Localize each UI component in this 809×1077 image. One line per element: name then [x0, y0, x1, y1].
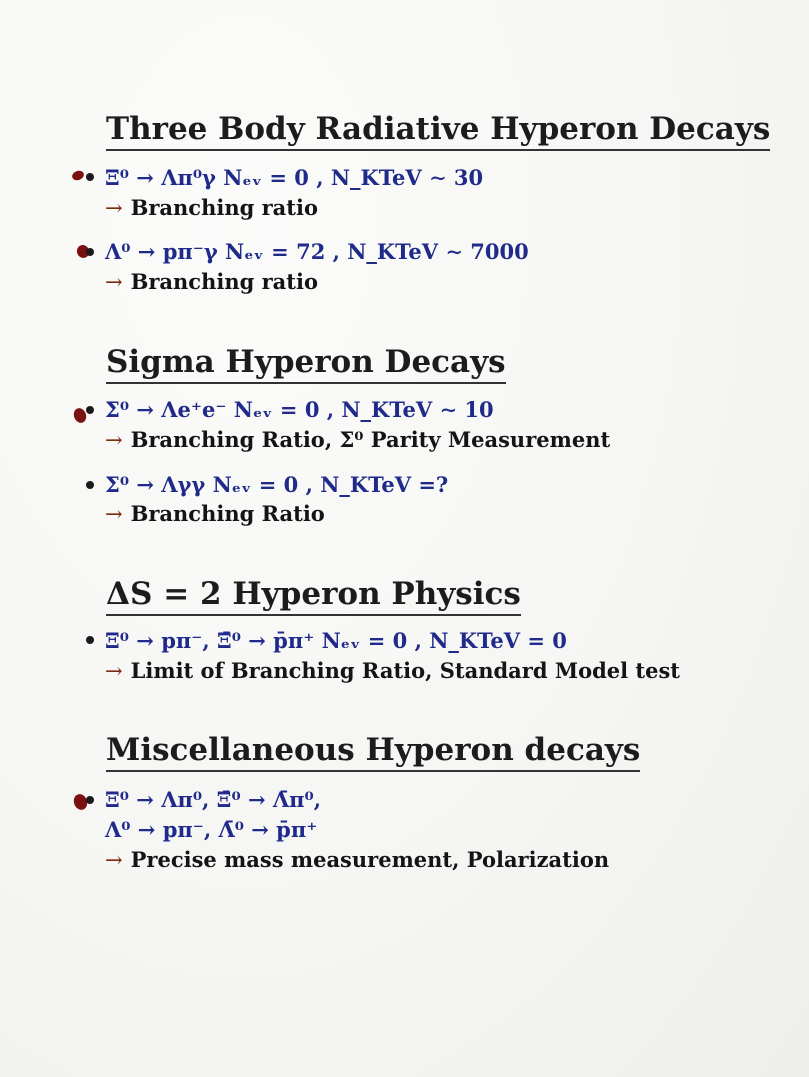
- decay-formula: Σ⁰ → Λe⁺e⁻ Nₑᵥ = 0 , N_KTeV ∼ 10: [105, 397, 494, 422]
- arrow-icon: →: [105, 428, 123, 452]
- decay-formula: Σ⁰ → Λγγ Nₑᵥ = 0 , N_KTeV =?: [105, 472, 449, 497]
- bullet-icon: [86, 636, 94, 644]
- decay-result: [105, 195, 318, 221]
- section-heading: Three Body Radiative Hyperon Decays: [106, 110, 770, 151]
- decay-formula-continued: Λ⁰ → pπ⁻, Λ̄⁰ → p̄π⁺: [105, 817, 318, 842]
- section-heading: Sigma Hyperon Decays: [106, 343, 506, 384]
- bullet-icon: [86, 173, 94, 181]
- decay-result: [105, 658, 680, 684]
- decay-formula: Λ⁰ → pπ⁻γ Nₑᵥ = 72 , N_KTeV ∼ 7000: [105, 239, 529, 264]
- decay-formula: Ξ⁰ → Λπ⁰γ Nₑᵥ = 0 , N_KTeV ∼ 30: [105, 165, 484, 190]
- decay-result: [105, 427, 610, 453]
- result-text: Branching Ratio: [130, 501, 325, 526]
- bullet-icon: [86, 796, 94, 804]
- bullet-icon: [86, 406, 94, 414]
- arrow-icon: →: [105, 659, 123, 683]
- result-text: Precise mass measurement, Polarization: [130, 847, 610, 872]
- bullet-icon: [86, 248, 94, 256]
- decay-result: [105, 501, 325, 527]
- decay-formula: Ξ⁰ → pπ⁻, Ξ̄⁰ → p̄π⁺ Nₑᵥ = 0 , N_KTeV = 0: [105, 628, 567, 653]
- handwritten-mark: [71, 169, 85, 182]
- section-heading: Miscellaneous Hyperon decays: [106, 731, 640, 772]
- section-heading: ΔS = 2 Hyperon Physics: [106, 575, 521, 616]
- bullet-icon: [86, 481, 94, 489]
- decay-result: [105, 269, 318, 295]
- result-text: Limit of Branching Ratio, Standard Model test: [130, 658, 681, 683]
- result-text: Branching ratio: [130, 269, 318, 294]
- arrow-icon: →: [105, 270, 123, 294]
- result-text: Branching ratio: [130, 195, 318, 220]
- decay-result: [105, 847, 609, 873]
- arrow-icon: →: [105, 848, 123, 872]
- arrow-icon: →: [105, 502, 123, 526]
- result-text: Branching Ratio, Σ⁰ Parity Measurement: [130, 427, 611, 452]
- decay-formula: Ξ⁰ → Λπ⁰, Ξ̄⁰ → Λ̄π⁰,: [105, 787, 322, 812]
- arrow-icon: →: [105, 196, 123, 220]
